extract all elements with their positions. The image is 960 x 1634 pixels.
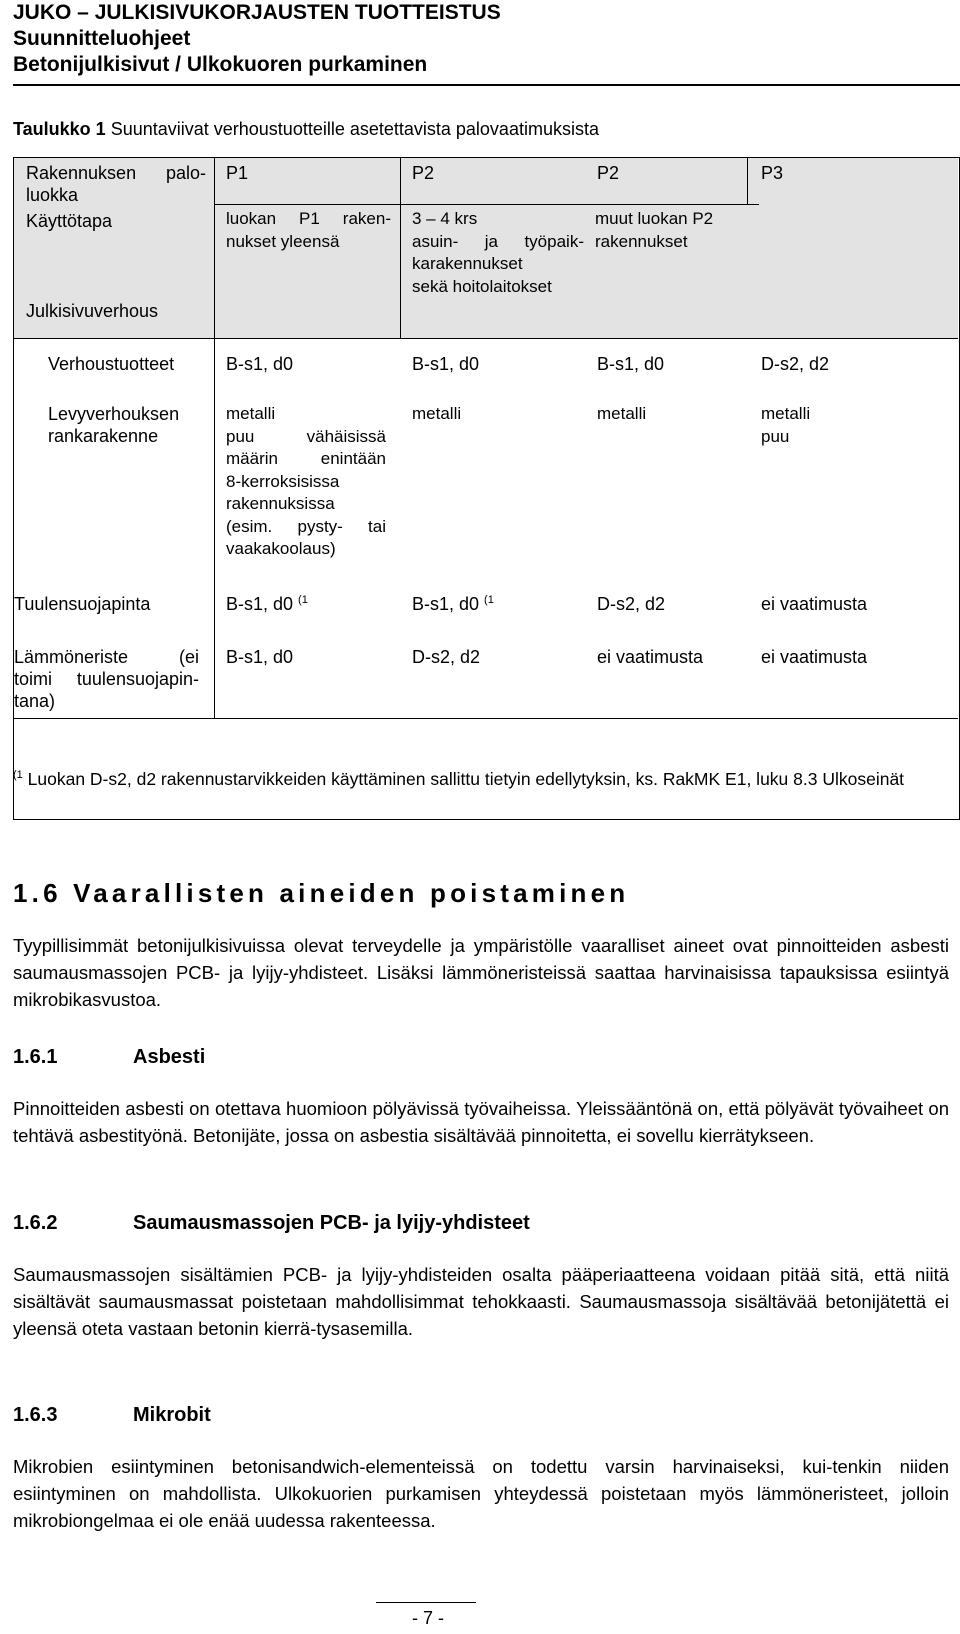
cell-insulation-p1: B-s1, d0 xyxy=(226,647,294,667)
row-label-board-frame: Levyverhouksen rankarakenne xyxy=(48,404,180,446)
row-label-insulation: Lämmöneriste (ei toimi tuulensuojapin- tana) xyxy=(14,647,199,711)
header-p2-a: P2 xyxy=(412,163,435,183)
header-document: Betonijulkisivut / Ulkokuoren purkaminen xyxy=(13,53,428,76)
cell-insulation-p2a: D-s2, d2 xyxy=(412,647,481,667)
paragraph-pcb: Saumausmassojen sisältämien PCB- ja lyijy-yhdisteiden osalta pääperiaatteena voidaan pitää sitä, että niitä sisältävät saumausmassat poistetaan mahdollisimmat tehokkaasti. Saumausmassoja sisältävää betonijätettä ei yleensä oteta vastaan betonin kierrä-tysasemilla. xyxy=(13,1264,949,1339)
header-p3: P3 xyxy=(761,163,784,183)
footnote-text: Luokan D-s2, d2 rakennustarvikkeiden käyttäminen sallittu tietyin edellytyksin, ks. RakMK E1, luku 8.3 Ulkoseinät xyxy=(22,769,905,789)
row-label-cladding-products: Verhoustuotteet xyxy=(48,354,175,374)
column-divider xyxy=(747,158,748,204)
header-p1: P1 xyxy=(226,163,249,183)
header-rule xyxy=(13,84,960,86)
header-use-p2-b: muut luokan P2 rakennukset xyxy=(595,209,714,251)
table-caption-text: Suuntaviivat verhoustuotteille asetettavista palovaatimuksista xyxy=(105,119,599,139)
cell-board-frame-p2a: metalli xyxy=(412,404,462,423)
cell-board-frame-p1: metalli puu vähäisissä määrin enintään 8-kerroksisissa rakennuksissa (esim. pysty- tai vaakakoolaus) xyxy=(226,404,386,558)
footer-rule xyxy=(376,1602,476,1603)
header-fire-class-label: Rakennuksen palo- luokka Käyttötapa xyxy=(26,163,206,231)
cell-board-frame-p2b: metalli xyxy=(597,404,647,423)
paragraph-mikrobit: Mikrobien esiintyminen betonisandwich-elementeissä on todettu varsin harvinaiseksi, kui-tenkin niiden esiintyminen on mahdollista. Ulkokuorien purkamisen yhteydessä poistetaan myös lämmöneristeet, jolloin mikrobiongelmaa ei ole enää uudessa rakenteessa. xyxy=(13,1456,949,1531)
footnote-ref: (1 xyxy=(298,594,308,606)
row-label-wind-barrier: Tuulensuojapinta xyxy=(14,594,151,614)
paragraph-asbesti: Pinnoitteiden asbesti on otettava huomioon pölyävissä työvaiheissa. Yleissääntönä on, että pölyävät työvaiheet on tehtävä asbestityönä. Betonijäte, jossa on asbestia sisältävää pinnoitetta, ei sovellu kierrätykseen. xyxy=(13,1098,949,1146)
cell-insulation-p3: ei vaatimusta xyxy=(761,647,868,667)
cell-wind-barrier-p3: ei vaatimusta xyxy=(761,594,868,614)
column-divider xyxy=(400,158,401,338)
header-subtitle: Suunnitteluohjeet xyxy=(13,27,191,50)
section-heading: 1.6 Vaarallisten aineiden poistaminen xyxy=(13,878,630,908)
column-divider xyxy=(214,158,215,718)
cell-wind-barrier-p1: B-s1, d0 $^{(1}$ xyxy=(226,594,308,614)
cell-cladding-p3: D-s2, d2 xyxy=(761,354,830,374)
cell-wind-barrier-p2a: B-s1, d0 $^{(1}$ xyxy=(412,594,494,614)
row-divider xyxy=(14,718,958,719)
header-p2-b: P2 xyxy=(597,163,620,183)
cell-wind-barrier-p2b: D-s2, d2 xyxy=(597,594,666,614)
subsection-heading-pcb: 1.6.2 Saumausmassojen PCB- ja lyijy-yhdisteet xyxy=(13,1212,530,1234)
cell-cladding-p1: B-s1, d0 xyxy=(226,354,294,374)
page-number: - 7 - xyxy=(412,1608,445,1628)
document-header xyxy=(13,0,501,78)
subsection-heading-mikrobit: 1.6.3 Mikrobit xyxy=(13,1404,211,1426)
cell-insulation-p2b: ei vaatimusta xyxy=(597,647,704,667)
row-divider xyxy=(214,204,759,205)
cell-board-frame-p3: metalli puu xyxy=(761,404,811,446)
section-intro: Tyypillisimmät betonijulkisivuissa olevat terveydelle ja ympäristölle vaaralliset aineet ovat pinnoitteiden asbesti saumausmassojen PCB- ja lyijy-yhdisteet. Lisäksi lämmöneristeissä saattaa harvinaisissa tapauksissa esiintyä mikrobikasvustoa. xyxy=(13,935,949,1010)
table-footnote xyxy=(13,768,933,790)
cell-cladding-p2a: B-s1, d0 xyxy=(412,354,480,374)
row-divider xyxy=(14,338,958,339)
footnote-ref: (1 xyxy=(484,594,494,606)
cell-cladding-p2b: B-s1, d0 xyxy=(597,354,665,374)
table-caption-label: Taulukko 1 xyxy=(13,119,106,139)
footnote-mark: (1 xyxy=(13,769,23,781)
header-project: JUKO – JULKISIVUKORJAUSTEN TUOTTEISTUS xyxy=(13,1,501,24)
header-use-p1: luokan P1 raken- nukset yleensä xyxy=(226,209,391,251)
fire-requirements-table xyxy=(13,157,960,820)
header-use-p2-a: 3 – 4 krs asuin- ja työpaik- karakennukset sekä hoitolaitokset xyxy=(412,209,584,296)
header-cladding-label: Julkisivuverhous xyxy=(26,301,159,321)
table-caption xyxy=(13,119,599,140)
subsection-heading-asbesti: 1.6.1 Asbesti xyxy=(13,1046,206,1068)
